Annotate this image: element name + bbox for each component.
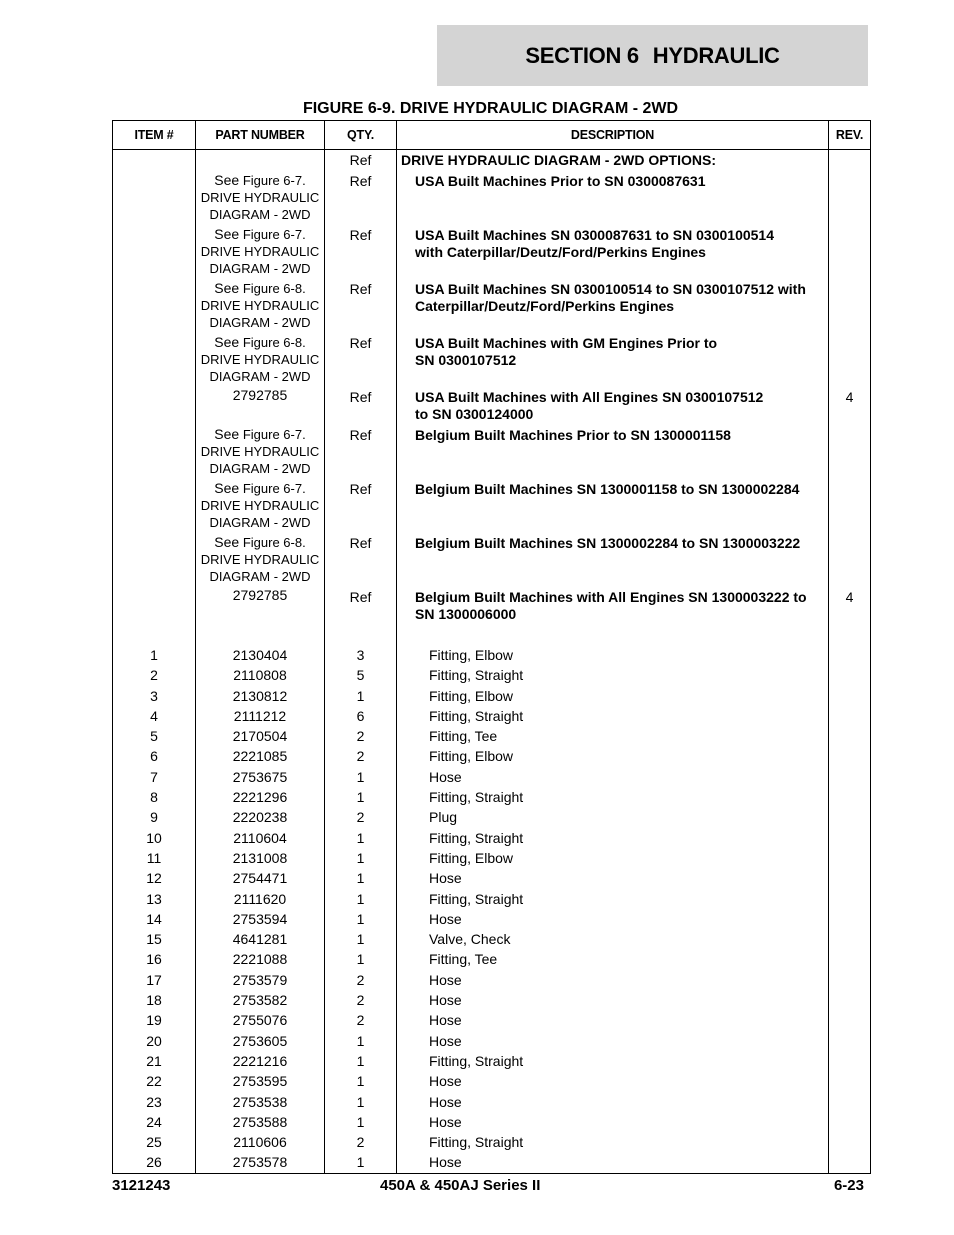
quantity: 1 bbox=[325, 1092, 397, 1112]
quantity: 1 bbox=[325, 889, 397, 909]
option-part-number bbox=[196, 333, 325, 387]
item-number: 10 bbox=[113, 828, 196, 848]
option-figure-name-line1: DRIVE HYDRAULIC bbox=[200, 498, 320, 513]
table-row bbox=[113, 1071, 871, 1091]
revision bbox=[829, 868, 871, 888]
option-description-line2: to SN 0300124000 bbox=[415, 406, 534, 422]
item-number: 18 bbox=[113, 990, 196, 1010]
option-figure-name-line2: DIAGRAM - 2WD bbox=[209, 461, 311, 476]
table-cell bbox=[196, 150, 325, 172]
table-cell bbox=[113, 627, 196, 645]
part-number: 2754471 bbox=[196, 868, 325, 888]
table-row bbox=[113, 868, 871, 888]
description: Fitting, Elbow bbox=[397, 746, 829, 766]
table-cell bbox=[196, 627, 325, 645]
option-figure-name-line1: DRIVE HYDRAULIC bbox=[200, 190, 320, 205]
description: Hose bbox=[397, 1092, 829, 1112]
revision bbox=[829, 767, 871, 787]
description: Hose bbox=[397, 1071, 829, 1091]
revision bbox=[829, 1051, 871, 1071]
column-header-rev: REV. bbox=[829, 121, 871, 150]
description: Hose bbox=[397, 868, 829, 888]
option-description-line2: SN 1300006000 bbox=[415, 606, 517, 622]
item-number: 4 bbox=[113, 706, 196, 726]
part-number: 2753594 bbox=[196, 909, 325, 929]
quantity: 6 bbox=[325, 706, 397, 726]
table-cell bbox=[113, 533, 196, 587]
column-header-item: ITEM # bbox=[113, 121, 196, 150]
description: Fitting, Elbow bbox=[397, 686, 829, 706]
option-row bbox=[113, 225, 871, 279]
option-figure-name-line2: DIAGRAM - 2WD bbox=[209, 315, 311, 330]
revision bbox=[829, 929, 871, 949]
item-number: 6 bbox=[113, 746, 196, 766]
option-description-line2: with Caterpillar/Deutz/Ford/Perkins Engines bbox=[415, 244, 706, 260]
quantity: 1 bbox=[325, 848, 397, 868]
parts-table bbox=[112, 120, 871, 1174]
option-row bbox=[113, 587, 871, 627]
column-header-description: DESCRIPTION bbox=[397, 121, 829, 150]
option-see-figure bbox=[196, 280, 324, 297]
table-cell bbox=[113, 479, 196, 533]
table-row bbox=[113, 889, 871, 909]
option-see-figure bbox=[196, 172, 324, 189]
option-figure-ref: Figure 6-8. bbox=[242, 281, 306, 296]
option-qty: Ref bbox=[325, 171, 397, 225]
option-part-value: 2792785 bbox=[232, 387, 288, 403]
item-number: 19 bbox=[113, 1010, 196, 1030]
item-number: 9 bbox=[113, 807, 196, 827]
table-header-row bbox=[113, 121, 871, 150]
quantity: 1 bbox=[325, 787, 397, 807]
option-description bbox=[397, 533, 829, 587]
part-number: 2110606 bbox=[196, 1132, 325, 1152]
quantity: 2 bbox=[325, 726, 397, 746]
item-number: 7 bbox=[113, 767, 196, 787]
option-part-number bbox=[196, 425, 325, 479]
table-row bbox=[113, 1010, 871, 1030]
table-row bbox=[113, 1031, 871, 1051]
option-description bbox=[397, 279, 829, 333]
footer-doc-number: 3121243 bbox=[112, 1177, 171, 1194]
table-row bbox=[113, 1092, 871, 1112]
table-cell bbox=[829, 150, 871, 172]
part-number: 2755076 bbox=[196, 1010, 325, 1030]
option-description-line1: Belgium Built Machines Prior to SN 1300001158 bbox=[415, 427, 731, 443]
option-row bbox=[113, 279, 871, 333]
option-part-number bbox=[196, 225, 325, 279]
description: Hose bbox=[397, 1010, 829, 1030]
table-cell bbox=[113, 279, 196, 333]
part-number: 2753582 bbox=[196, 990, 325, 1010]
part-number: 2130812 bbox=[196, 686, 325, 706]
option-qty: Ref bbox=[325, 333, 397, 387]
item-number: 5 bbox=[113, 726, 196, 746]
table-row bbox=[113, 929, 871, 949]
table-row bbox=[113, 1152, 871, 1173]
option-see-word: See bbox=[214, 480, 240, 496]
quantity: 3 bbox=[325, 645, 397, 665]
option-part-number bbox=[196, 533, 325, 587]
table-row bbox=[113, 767, 871, 787]
quantity: 2 bbox=[325, 1132, 397, 1152]
description: Fitting, Straight bbox=[397, 706, 829, 726]
option-see-word: See bbox=[214, 226, 240, 242]
item-number: 12 bbox=[113, 868, 196, 888]
quantity: 1 bbox=[325, 868, 397, 888]
option-figure-ref: Figure 6-8. bbox=[242, 535, 306, 550]
description: Hose bbox=[397, 990, 829, 1010]
revision bbox=[829, 909, 871, 929]
item-number: 25 bbox=[113, 1132, 196, 1152]
quantity: 1 bbox=[325, 767, 397, 787]
option-see-figure bbox=[196, 426, 324, 443]
option-rev: 4 bbox=[829, 587, 871, 627]
description: Hose bbox=[397, 1112, 829, 1132]
option-figure-name-line2: DIAGRAM - 2WD bbox=[209, 207, 311, 222]
table-cell bbox=[397, 627, 829, 645]
part-number: 2221085 bbox=[196, 746, 325, 766]
revision bbox=[829, 828, 871, 848]
description: Hose bbox=[397, 1031, 829, 1051]
option-qty: Ref bbox=[325, 587, 397, 627]
quantity: 1 bbox=[325, 1071, 397, 1091]
revision bbox=[829, 949, 871, 969]
option-description-line2: SN 0300107512 bbox=[415, 352, 517, 368]
table-cell bbox=[113, 387, 196, 425]
part-number: 2111620 bbox=[196, 889, 325, 909]
option-description-line2: Belgium Built Machines SN 1300002284 to SN 1300003222 bbox=[415, 535, 801, 551]
part-number: 2753538 bbox=[196, 1092, 325, 1112]
option-see-word: See bbox=[214, 172, 240, 188]
table-row bbox=[113, 726, 871, 746]
footer-page-number: 6-23 bbox=[833, 1177, 864, 1194]
revision bbox=[829, 787, 871, 807]
table-row bbox=[113, 828, 871, 848]
option-part-number bbox=[196, 387, 325, 425]
option-description bbox=[397, 479, 829, 533]
revision bbox=[829, 686, 871, 706]
option-description bbox=[397, 333, 829, 387]
option-qty: Ref bbox=[325, 225, 397, 279]
option-part-number bbox=[196, 171, 325, 225]
revision bbox=[829, 726, 871, 746]
item-number: 22 bbox=[113, 1071, 196, 1091]
item-number: 13 bbox=[113, 889, 196, 909]
part-number: 2753588 bbox=[196, 1112, 325, 1132]
part-number: 2110604 bbox=[196, 828, 325, 848]
option-see-figure bbox=[196, 226, 324, 243]
description: Hose bbox=[397, 1152, 829, 1173]
option-part-number bbox=[196, 587, 325, 627]
option-see-figure bbox=[196, 334, 324, 351]
option-row bbox=[113, 387, 871, 425]
option-figure-name-line2: DIAGRAM - 2WD bbox=[209, 369, 311, 384]
table-row bbox=[113, 1112, 871, 1132]
option-description-line1: USA Built Machines Prior to SN 0300087631 bbox=[415, 173, 706, 189]
option-description-line1: Belgium Built Machines with All Engines SN 1300003222 to bbox=[415, 589, 807, 605]
option-row bbox=[113, 533, 871, 587]
table-row bbox=[113, 909, 871, 929]
option-row bbox=[113, 479, 871, 533]
item-number: 24 bbox=[113, 1112, 196, 1132]
option-figure-name-line1: DRIVE HYDRAULIC bbox=[200, 552, 320, 567]
table-row bbox=[113, 686, 871, 706]
quantity: 1 bbox=[325, 686, 397, 706]
part-number: 2111212 bbox=[196, 706, 325, 726]
option-figure-ref: Figure 6-8. bbox=[242, 335, 306, 350]
part-number: 2221216 bbox=[196, 1051, 325, 1071]
part-number: 2130404 bbox=[196, 645, 325, 665]
options-header-description: DRIVE HYDRAULIC DIAGRAM - 2WD OPTIONS: bbox=[397, 150, 829, 172]
figure-title: FIGURE 6-9. DRIVE HYDRAULIC DIAGRAM - 2WD bbox=[302, 100, 679, 117]
table-row bbox=[113, 990, 871, 1010]
section-label: SECTION 6 bbox=[525, 42, 639, 68]
part-number: 2110808 bbox=[196, 665, 325, 685]
item-number: 8 bbox=[113, 787, 196, 807]
option-description-line1: USA Built Machines with All Engines SN 0300107512 bbox=[415, 389, 764, 405]
revision bbox=[829, 1031, 871, 1051]
description: Valve, Check bbox=[397, 929, 829, 949]
description: Hose bbox=[397, 909, 829, 929]
option-qty: Ref bbox=[325, 279, 397, 333]
table-cell bbox=[113, 425, 196, 479]
section-name: HYDRAULIC bbox=[652, 42, 780, 68]
table-cell bbox=[113, 225, 196, 279]
option-rev bbox=[829, 333, 871, 387]
column-header-qty: QTY. bbox=[325, 121, 397, 150]
description: Fitting, Elbow bbox=[397, 645, 829, 665]
option-part-number bbox=[196, 279, 325, 333]
item-number: 14 bbox=[113, 909, 196, 929]
revision bbox=[829, 889, 871, 909]
spacer-row bbox=[113, 627, 871, 645]
revision bbox=[829, 1152, 871, 1173]
option-rev bbox=[829, 225, 871, 279]
option-see-word: See bbox=[214, 334, 240, 350]
part-number: 4641281 bbox=[196, 929, 325, 949]
revision bbox=[829, 706, 871, 726]
option-description-line2: Caterpillar/Deutz/Ford/Perkins Engines bbox=[415, 298, 675, 314]
option-description bbox=[397, 225, 829, 279]
item-number: 26 bbox=[113, 1152, 196, 1173]
quantity: 2 bbox=[325, 990, 397, 1010]
revision bbox=[829, 1132, 871, 1152]
part-number: 2753578 bbox=[196, 1152, 325, 1173]
table-row bbox=[113, 1051, 871, 1071]
part-number: 2221296 bbox=[196, 787, 325, 807]
option-part-value: 2792785 bbox=[232, 587, 288, 603]
part-number: 2753595 bbox=[196, 1071, 325, 1091]
option-figure-name-line2: DIAGRAM - 2WD bbox=[209, 261, 311, 276]
description: Hose bbox=[397, 970, 829, 990]
part-number: 2131008 bbox=[196, 848, 325, 868]
table-row bbox=[113, 1132, 871, 1152]
revision bbox=[829, 1071, 871, 1091]
option-see-word: See bbox=[214, 426, 240, 442]
table-body bbox=[113, 150, 871, 1174]
part-number: 2220238 bbox=[196, 807, 325, 827]
description: Fitting, Straight bbox=[397, 828, 829, 848]
option-description bbox=[397, 387, 829, 425]
description: Fitting, Straight bbox=[397, 665, 829, 685]
option-figure-name-line1: DRIVE HYDRAULIC bbox=[200, 244, 320, 259]
item-number: 20 bbox=[113, 1031, 196, 1051]
table-cell bbox=[829, 627, 871, 645]
option-see-word: See bbox=[214, 280, 240, 296]
option-figure-name-line1: DRIVE HYDRAULIC bbox=[200, 352, 320, 367]
description: Fitting, Elbow bbox=[397, 848, 829, 868]
item-number: 15 bbox=[113, 929, 196, 949]
table-row bbox=[113, 645, 871, 665]
item-number: 23 bbox=[113, 1092, 196, 1112]
option-description-line1: USA Built Machines SN 0300087631 to SN 0300100514 bbox=[415, 227, 775, 243]
option-figure-name-line2: DIAGRAM - 2WD bbox=[209, 515, 311, 530]
table-cell bbox=[113, 171, 196, 225]
quantity: 5 bbox=[325, 665, 397, 685]
table-row bbox=[113, 706, 871, 726]
description: Plug bbox=[397, 807, 829, 827]
option-qty: Ref bbox=[325, 533, 397, 587]
option-rev bbox=[829, 425, 871, 479]
option-row bbox=[113, 333, 871, 387]
quantity: 1 bbox=[325, 909, 397, 929]
description: Fitting, Straight bbox=[397, 1132, 829, 1152]
quantity: 1 bbox=[325, 1152, 397, 1173]
revision bbox=[829, 848, 871, 868]
item-number: 3 bbox=[113, 686, 196, 706]
revision bbox=[829, 807, 871, 827]
table-row bbox=[113, 787, 871, 807]
footer-model: 450A & 450AJ Series II bbox=[380, 1177, 541, 1194]
option-figure-ref: Figure 6-7. bbox=[242, 427, 306, 442]
options-header-qty: Ref bbox=[325, 150, 397, 172]
quantity: 1 bbox=[325, 1031, 397, 1051]
option-description bbox=[397, 587, 829, 627]
description: Fitting, Straight bbox=[397, 1051, 829, 1071]
table-row bbox=[113, 848, 871, 868]
item-number: 11 bbox=[113, 848, 196, 868]
option-rev bbox=[829, 533, 871, 587]
option-qty: Ref bbox=[325, 425, 397, 479]
option-figure-name-line1: DRIVE HYDRAULIC bbox=[200, 298, 320, 313]
item-number: 1 bbox=[113, 645, 196, 665]
quantity: 1 bbox=[325, 929, 397, 949]
table-cell bbox=[113, 587, 196, 627]
description: Hose bbox=[397, 767, 829, 787]
table-row bbox=[113, 807, 871, 827]
item-number: 16 bbox=[113, 949, 196, 969]
part-number: 2753605 bbox=[196, 1031, 325, 1051]
option-see-figure bbox=[196, 480, 324, 497]
option-description bbox=[397, 171, 829, 225]
revision bbox=[829, 1010, 871, 1030]
revision bbox=[829, 970, 871, 990]
revision bbox=[829, 746, 871, 766]
option-figure-name-line2: DIAGRAM - 2WD bbox=[209, 569, 311, 584]
revision bbox=[829, 1112, 871, 1132]
option-rev bbox=[829, 279, 871, 333]
quantity: 1 bbox=[325, 1051, 397, 1071]
revision bbox=[829, 1092, 871, 1112]
revision bbox=[829, 645, 871, 665]
part-number: 2753579 bbox=[196, 970, 325, 990]
option-figure-ref: Figure 6-7. bbox=[242, 481, 306, 496]
table-row bbox=[113, 665, 871, 685]
option-see-word: See bbox=[214, 534, 240, 550]
section-header bbox=[437, 25, 868, 86]
part-number: 2221088 bbox=[196, 949, 325, 969]
item-number: 21 bbox=[113, 1051, 196, 1071]
option-rev: 4 bbox=[829, 387, 871, 425]
quantity: 1 bbox=[325, 949, 397, 969]
quantity: 2 bbox=[325, 746, 397, 766]
options-header-row bbox=[113, 150, 871, 172]
table-row bbox=[113, 970, 871, 990]
description: Fitting, Straight bbox=[397, 889, 829, 909]
option-part-number bbox=[196, 479, 325, 533]
quantity: 2 bbox=[325, 807, 397, 827]
option-qty: Ref bbox=[325, 387, 397, 425]
table-row bbox=[113, 746, 871, 766]
option-row bbox=[113, 425, 871, 479]
quantity: 1 bbox=[325, 1112, 397, 1132]
part-number: 2753675 bbox=[196, 767, 325, 787]
option-description bbox=[397, 425, 829, 479]
revision bbox=[829, 990, 871, 1010]
option-description-line1: USA Built Machines with GM Engines Prior to bbox=[415, 335, 718, 351]
option-figure-name-line1: DRIVE HYDRAULIC bbox=[200, 444, 320, 459]
revision bbox=[829, 665, 871, 685]
table-cell bbox=[113, 150, 196, 172]
quantity: 1 bbox=[325, 828, 397, 848]
description: Fitting, Straight bbox=[397, 787, 829, 807]
option-figure-ref: Figure 6-7. bbox=[242, 227, 306, 242]
item-number: 17 bbox=[113, 970, 196, 990]
option-figure-ref: Figure 6-7. bbox=[242, 173, 306, 188]
option-description-line1: USA Built Machines SN 0300100514 to SN 0300107512 with bbox=[415, 281, 806, 297]
option-rev bbox=[829, 479, 871, 533]
quantity: 2 bbox=[325, 1010, 397, 1030]
part-number: 2170504 bbox=[196, 726, 325, 746]
column-header-part-number: PART NUMBER bbox=[196, 121, 325, 150]
option-rev bbox=[829, 171, 871, 225]
option-row bbox=[113, 171, 871, 225]
option-qty: Ref bbox=[325, 479, 397, 533]
item-number: 2 bbox=[113, 665, 196, 685]
quantity: 2 bbox=[325, 970, 397, 990]
option-see-figure bbox=[196, 534, 324, 551]
table-row bbox=[113, 949, 871, 969]
option-description-line2: Belgium Built Machines SN 1300001158 to SN 1300002284 bbox=[415, 481, 800, 497]
table-cell bbox=[113, 333, 196, 387]
description: Fitting, Tee bbox=[397, 726, 829, 746]
table-cell bbox=[325, 627, 397, 645]
description: Fitting, Tee bbox=[397, 949, 829, 969]
